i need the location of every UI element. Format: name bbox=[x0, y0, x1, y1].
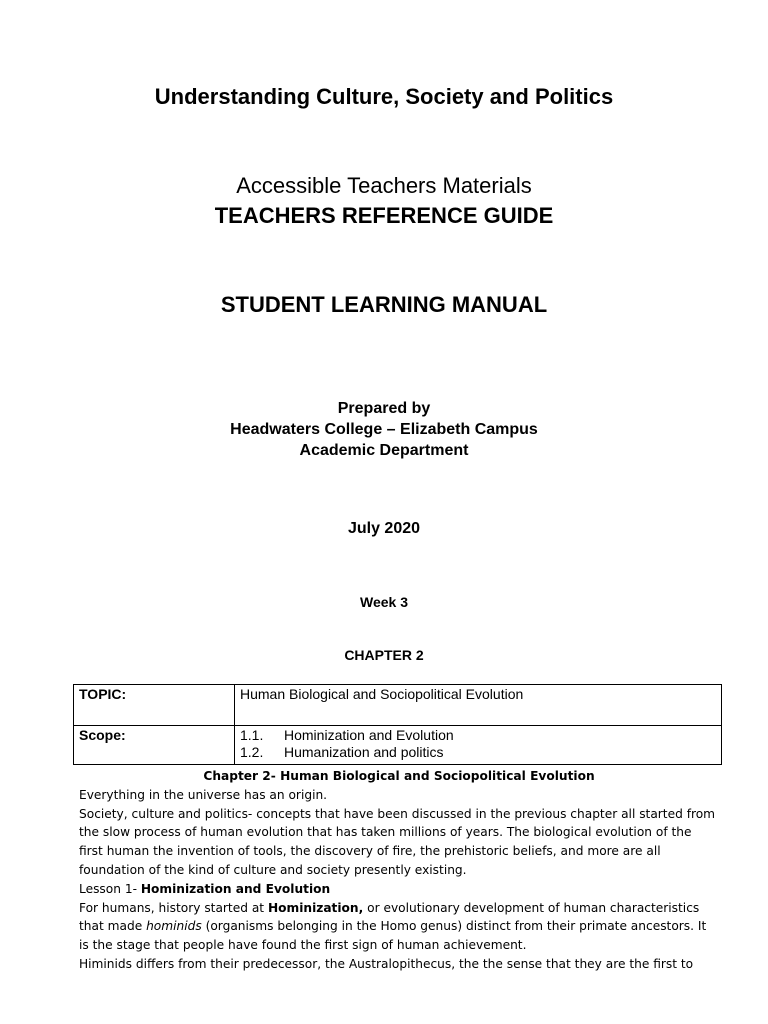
topic-scope-table bbox=[73, 684, 722, 765]
lesson-heading bbox=[79, 880, 719, 899]
document-date: July 2020 bbox=[347, 520, 421, 537]
scope-item-number: 1.2. bbox=[240, 744, 264, 760]
table-row bbox=[74, 726, 722, 765]
scope-item-number: 1.1. bbox=[240, 727, 264, 743]
paragraph bbox=[79, 899, 719, 955]
scope-list bbox=[235, 726, 722, 765]
lesson-title: Hominization and Evolution bbox=[140, 881, 331, 896]
scope-item bbox=[240, 727, 716, 744]
scope-item-text: Humanization and politics bbox=[284, 744, 444, 760]
body-text bbox=[79, 767, 719, 974]
chapter-label: CHAPTER 2 bbox=[344, 647, 424, 663]
table-row bbox=[74, 685, 722, 726]
college-name: Headwaters College – Elizabeth Campus bbox=[230, 421, 538, 438]
topic-label: TOPIC: bbox=[74, 685, 235, 726]
text-run: or evolutionary development of human characteristics that made bbox=[79, 900, 700, 934]
document-title: Understanding Culture, Society and Politics bbox=[154, 84, 614, 109]
scope-item-text: Hominization and Evolution bbox=[284, 727, 454, 743]
week-label: Week 3 bbox=[360, 594, 408, 610]
chapter-heading: Chapter 2- Human Biological and Sociopolitical Evolution bbox=[203, 769, 595, 783]
scope-label: Scope: bbox=[74, 726, 235, 765]
text-run: (organisms belonging in the Homo genus) distinct from their primate ancestors. It is the stage that people have found the first sign of human achievement. bbox=[79, 919, 707, 953]
scope-item bbox=[240, 744, 716, 761]
department-name: Academic Department bbox=[299, 442, 469, 459]
guide-title: TEACHERS REFERENCE GUIDE bbox=[214, 203, 554, 228]
prepared-by-label: Prepared by bbox=[337, 400, 431, 417]
lesson-prefix: Lesson 1- bbox=[79, 881, 141, 896]
topic-value: Human Biological and Sociopolitical Evolution bbox=[235, 685, 722, 726]
term-hominids: hominids bbox=[146, 919, 202, 934]
document-subtitle: Accessible Teachers Materials bbox=[236, 173, 532, 198]
text-run: For humans, history started at bbox=[79, 900, 268, 915]
manual-title: STUDENT LEARNING MANUAL bbox=[220, 292, 548, 317]
paragraph: Himinids differs from their predecessor, the Australopithecus, the the sense that they are the first to bbox=[79, 956, 694, 971]
paragraph: Society, culture and politics- concepts that have been discussed in the previous chapter all started from the slow process of human evolution that has taken millions of years. The biological evolution of the first human the invention of tools, the discovery of fire, the prehistoric beliefs, and more are all foundation of the kind of culture and society presently existing. bbox=[79, 806, 716, 877]
paragraph: Everything in the universe has an origin. bbox=[79, 787, 328, 802]
term-hominization: Hominization, bbox=[267, 900, 364, 915]
